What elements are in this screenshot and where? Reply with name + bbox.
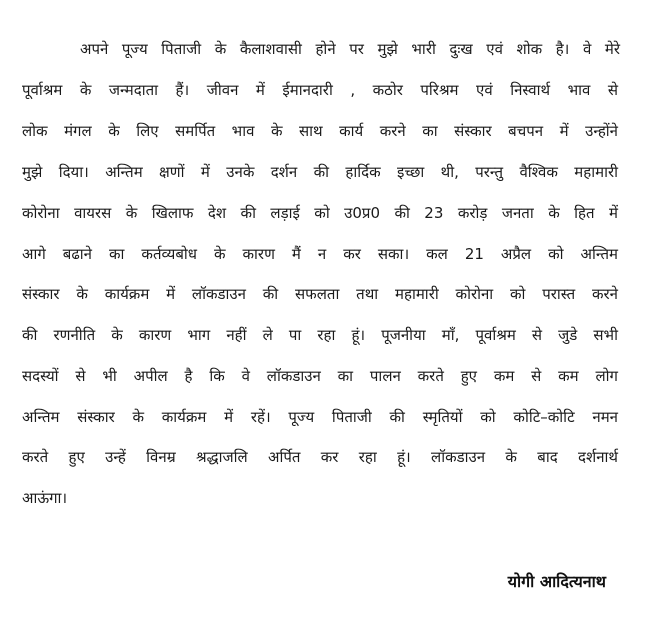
letter-line-9: सदस्यों से भी अपील है कि वे लॉकडाउन का पालन करते हुए कम से कम लोग	[22, 367, 618, 385]
letter-line-6: आगे बढाने का कर्तव्यबोध के कारण मैं न कर सका। कल 21 अप्रैल को अन्तिम	[22, 245, 618, 263]
letter-line-4: मुझे दिया। अन्तिम क्षणों में उनके दर्शन की हार्दिक इच्छा थी, परन्तु वैश्विक महामारी	[22, 163, 618, 181]
letter-line-7: संस्कार के कार्यक्रम में लॉकडाउन की सफलता तथा महामारी कोरोना को परास्त करने	[22, 285, 618, 303]
letter-line-11: करते हुए उन्हें विनम्र श्रद्धाजलि अर्पित कर रहा हूं। लॉकडाउन के बाद दर्शनार्थ	[22, 448, 618, 466]
letter-line-2: पूर्वाश्रम के जन्मदाता हैं। जीवन में ईमानदारी , कठोर परिश्रम एवं निस्वार्थ भाव से	[22, 81, 618, 99]
letter-line-3: लोक मंगल के लिए समर्पित भाव के साथ कार्य करने का संस्कार बचपन में उन्होंने	[22, 122, 618, 140]
letter-line-5: कोरोना वायरस के खिलाफ देश की लड़ाई को उ0प्र0 की 23 करोड़ जनता के हित में	[22, 204, 618, 222]
letter-line-12: आऊंगा।	[22, 489, 68, 507]
letter-line-8: की रणनीति के कारण भाग नहीं ले पा रहा हूं। पूजनीया माँ, पूर्वाश्रम से जुडे सभी	[22, 326, 618, 344]
letter-line-1: अपने पूज्य पिताजी के कैलाशवासी होने पर मुझे भारी दुःख एवं शोक है। वे मेरे	[80, 40, 620, 58]
signature: योगी आदित्यनाथ	[507, 572, 606, 591]
letter-line-10: अन्तिम संस्कार के कार्यक्रम में रहें। पूज्य पिताजी की स्मृतियों को कोटि–कोटि नमन	[22, 408, 618, 426]
